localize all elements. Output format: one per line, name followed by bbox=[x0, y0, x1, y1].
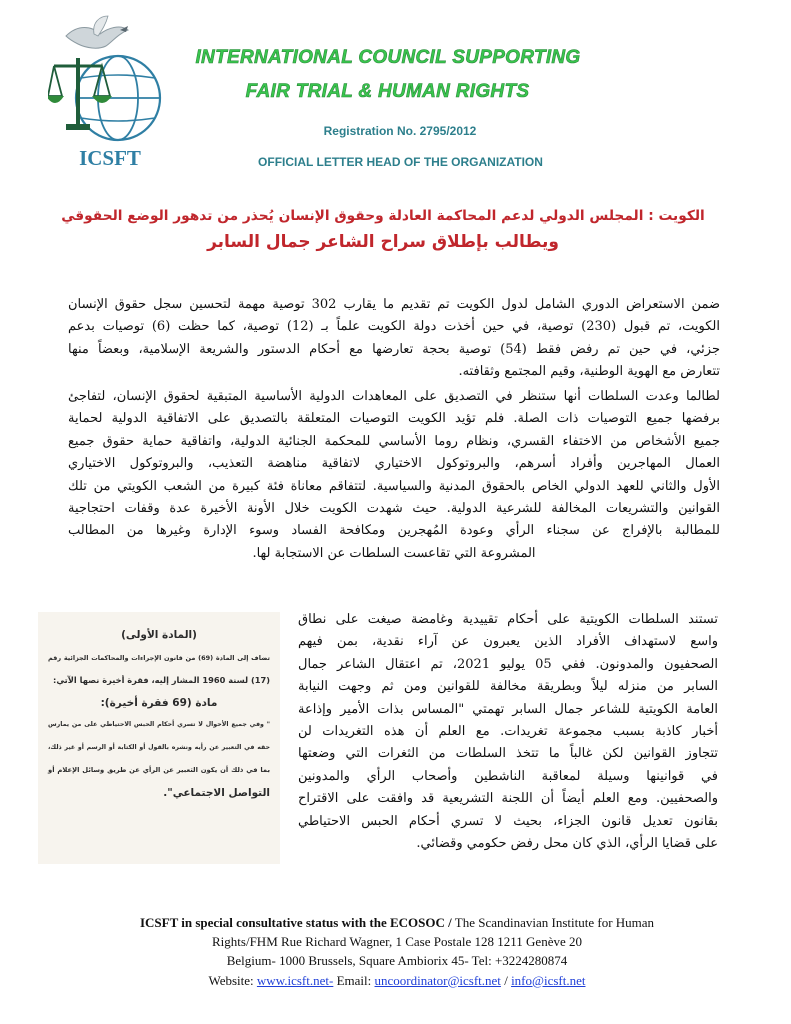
text-line: أخبار كاذبة بسبب مجموعة تغريدات. مع العلم أن هذه التغريدات لن bbox=[298, 724, 718, 740]
logo-acronym: ICSFT bbox=[79, 146, 141, 170]
clipping-line: " وفي جميع الأحوال لا تسري أحكام الحبس الاحتياطي على من يمارس bbox=[48, 721, 270, 728]
text-line: الصحفيون والمدونون. ففي 05 يوليو 2021، تم اعتقال الشاعر جمال bbox=[298, 656, 718, 672]
organization-name-line-2: FAIR TRIAL & HUMAN RIGHTS bbox=[245, 81, 530, 102]
text-line: العمال المهاجرين وأفراد أسرهم، والبروتوكول الاختياري لاتفاقية مناهضة التعذيب، والبروتوكول الاختياري bbox=[68, 456, 720, 472]
article-title-line-2: ويطالب بإطلاق سراح الشاعر جمال السابر bbox=[207, 232, 559, 252]
text-line: جزئي، في حين تم رفض فقط (54) توصية بحجة تعارضها مع أحكام الدستور والشريعة الإسلامية، وبعضاً منها bbox=[68, 341, 720, 357]
registration-number: Registration No. 2795/2012 bbox=[323, 124, 477, 138]
text-line: لطالما وعدت السلطات أنها ستنظر في التصديق على المعاهدات الدولية الأساسية المتبقية لحقوق الإنسان، لتفاجئ bbox=[68, 389, 720, 404]
paragraph-upr-recommendations bbox=[68, 294, 720, 384]
clipping-line: حقه في التعبير عن رأيه ونشره بالقول أو الكتابة أو الرسم أو غير ذلك، bbox=[48, 743, 270, 751]
text-line: الأول والثاني للعهد الدولي الخاص بالحقوق المدنية والسياسية. لتتفاقم معاناة فئة كبيرة من الشعب الكويتي من تلك bbox=[68, 478, 720, 494]
text-line: المشروعة التي تقاعست السلطات عن الاستجابة لها. bbox=[252, 545, 536, 561]
text-line: الكويت، تم قبول (230) توصية، في حين أخذت دولة الكويت علماً بـ (12) توصية، كما حظت (6) توصيات بدعم bbox=[68, 319, 721, 335]
clipping-line: بما في ذلك أن يكون التعبير عن الرأي عن طريق وسائل الإعلام أو bbox=[48, 766, 270, 774]
text-line: السابر من منزله ليلاً وبطريقة مخالفة للقوانين ومن ثم وجهت النيابة bbox=[298, 679, 718, 695]
website-link[interactable]: www.icsft.net- bbox=[256, 972, 334, 988]
footer-links-line bbox=[48, 971, 746, 990]
clipping-line: تضاف إلى المادة (69) من قانون الإجراءات والمحاكمات الجزائية رقم bbox=[48, 653, 270, 662]
text-line: العامة الكويتية للشاعر جمال السابر تهمتي "المساس بذات الأمير وإذاعة bbox=[298, 701, 718, 717]
text-line: على قضايا الرأي، الذي كان محل رفض حكومي وقضائي. bbox=[416, 836, 718, 852]
text-line: ضمن الاستعراض الدوري الشامل لدول الكويت تم تقديم ما يقارب 302 توصية مهمة لتحسين سجل حقوق الإنسان bbox=[68, 297, 721, 312]
text-line: في قوانينها وسيلة لمعاقبة الناشطين وأصحاب الرأي والمدونين bbox=[298, 768, 718, 784]
text-line: برفضها جميع التوصيات ذات الصلة. فلم تؤيد الكويت التوصيات المتعلقة بالتصديق على الاتفاقية الدولية لحماية bbox=[68, 411, 720, 427]
article-title-line-1: الكويت : المجلس الدولي لدعم المحاكمة العادلة وحقوق الإنسان يُحذر من تدهور الوضع الحقوقي bbox=[61, 208, 705, 224]
letterhead-footer bbox=[48, 913, 746, 990]
dove-scales-globe-icon bbox=[48, 14, 172, 148]
text-line: تتجاوز القوانين لكن غالباً ما تتخذ السلطات من الثغرات التي وضعتها bbox=[298, 746, 718, 762]
clipping-line: (17) لسنة 1960 المشار إليه، فقرة أخيرة نصها الآتي: bbox=[53, 675, 270, 685]
law-article-clipping bbox=[38, 612, 280, 864]
footer-line-1 bbox=[48, 913, 746, 932]
text-line: بقانون تعديل قانون الجزاء، بحيث لا تسري أحكام الحبس الاحتياطي bbox=[298, 813, 718, 829]
text-line: للمطالبة بالإفراج عن سجناء الرأي وعودة المُهجرين ومكافحة الفساد وسوء الإدارة وغيرها من المطالب bbox=[68, 523, 720, 539]
institute-name: The Scandinavian Institute for Human bbox=[451, 915, 655, 930]
clipping-heading: (المادة الأولى) bbox=[121, 629, 197, 641]
email-label: Email: bbox=[333, 972, 375, 988]
organization-logo bbox=[48, 14, 172, 174]
organization-name-line-1: INTERNATIONAL COUNCIL SUPPORTING bbox=[195, 47, 581, 68]
email-link-info[interactable]: info@icsft.net bbox=[511, 972, 586, 988]
article-title bbox=[58, 203, 708, 255]
footer-address-line: Rights/FHM Rue Richard Wagner, 1 Case Postale 128 1211 Genève 20 bbox=[212, 934, 582, 950]
email-link-uncoordinator[interactable]: uncoordinator@icsft.net bbox=[374, 972, 501, 988]
text-line: والصحفيين. ومع العلم أيضاً أن اللجنة التشريعية قد وافقت على الاقتراح bbox=[298, 791, 718, 807]
consultative-status: ICSFT in special consultative status with the ECOSOC / bbox=[139, 915, 452, 930]
official-letterhead-label: OFFICIAL LETTER HEAD OF THE ORGANIZATION bbox=[258, 155, 543, 169]
text-line: تستند السلطات الكويتية على أحكام تقييدية وغامضة صيغت على نطاق bbox=[298, 612, 718, 627]
footer-contact-line: Belgium- 1000 Brussels, Square Ambiorix 45- Tel: +3224280874 bbox=[226, 953, 568, 969]
clipping-line: التواصل الاجتماعي". bbox=[163, 786, 270, 799]
paragraph-poet-arrest bbox=[298, 609, 718, 855]
website-label: Website: bbox=[208, 972, 257, 988]
clipping-line: مادة (69 فقرة أخيرة): bbox=[100, 696, 218, 709]
text-line: جميع الأشخاص من الاختفاء القسري، ونظام روما الأساسي للمحكمة الجنائية الدولية، واتفاقية حماية حقوق جميع bbox=[68, 433, 720, 449]
paragraph-treaties bbox=[68, 386, 720, 565]
text-line: تتعارض مع الهوية الوطنية، وقيم المجتمع وثقافته. bbox=[458, 364, 720, 380]
text-line: القوانين والتشريعات المخالفة للشرعية الدولية. حيث شهدت الكويت خلال الأونة الأخيرة عدة وقفات احتجاجية bbox=[68, 501, 720, 517]
text-line: واسع لاستهداف الأفراد الذين يعبرون عن آراء نقدية، بمن فيهم bbox=[298, 634, 718, 650]
separator: / bbox=[500, 972, 512, 988]
